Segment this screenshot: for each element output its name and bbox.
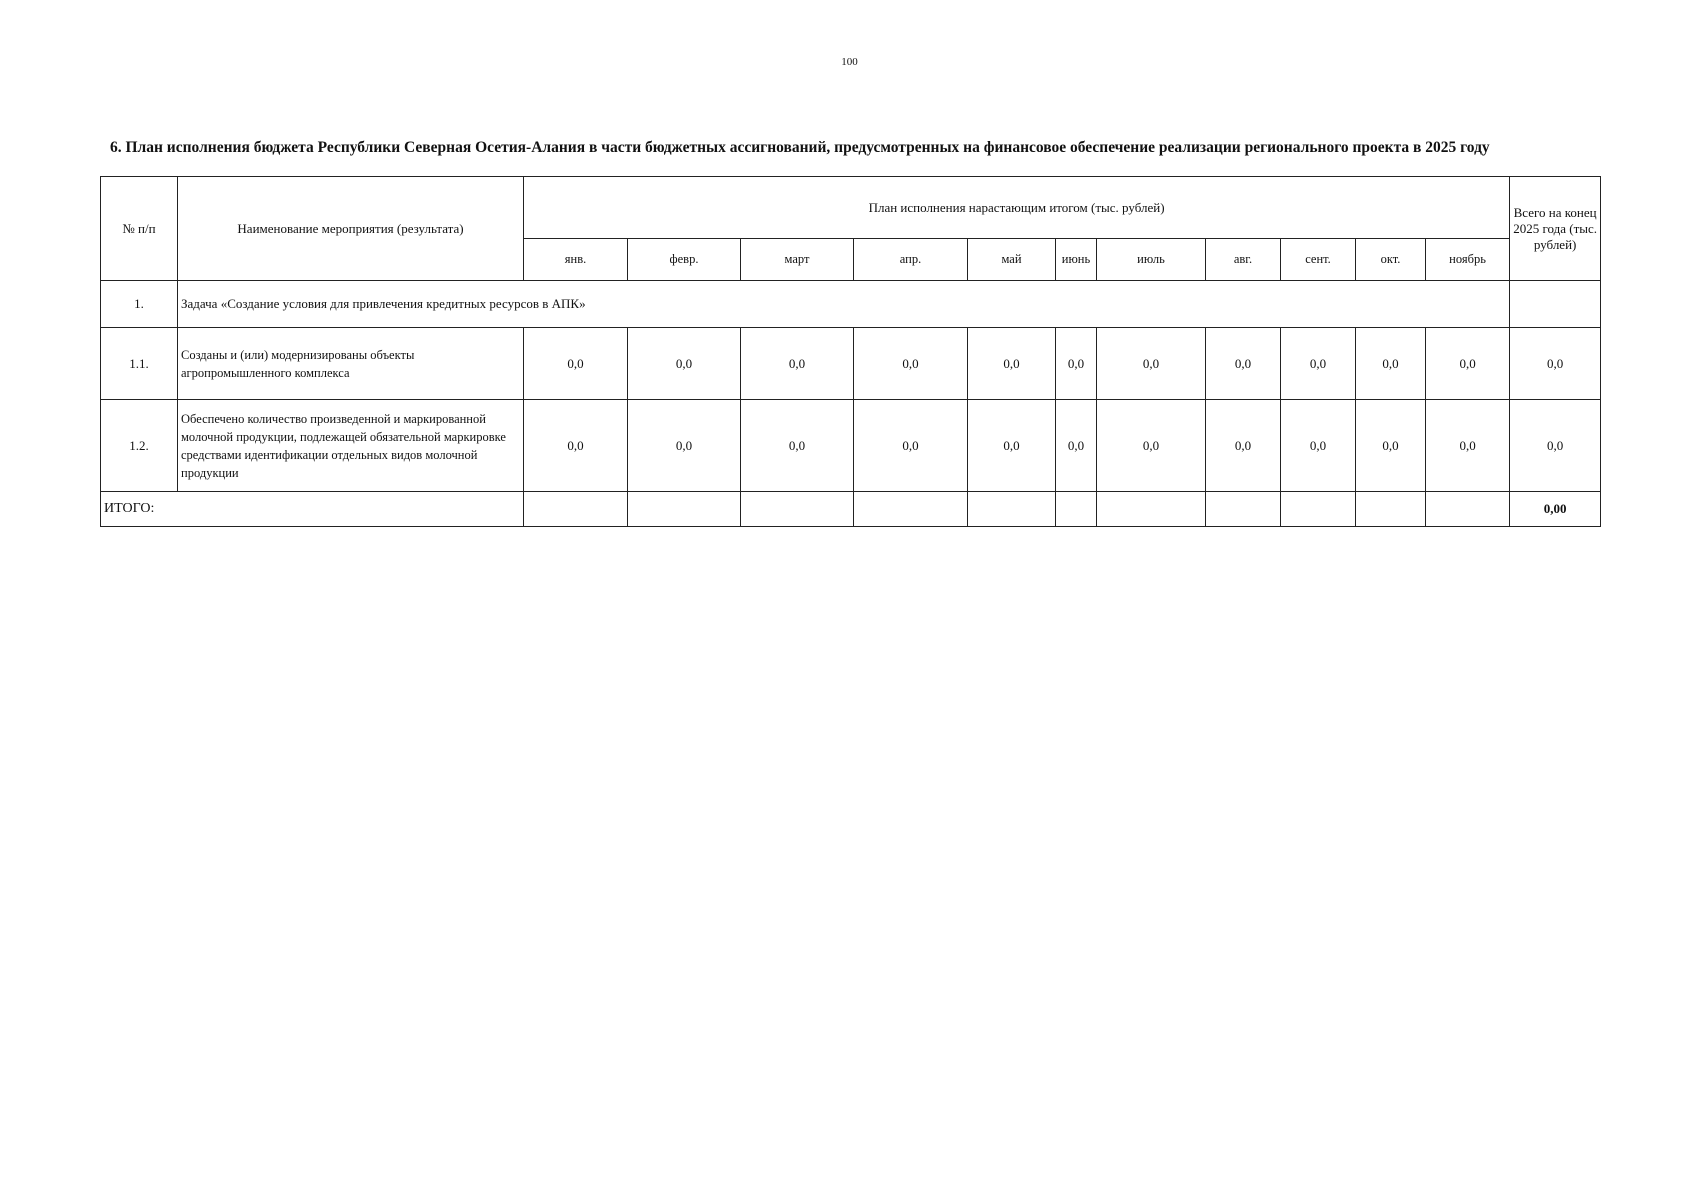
- month-value: 0,0: [1426, 328, 1510, 400]
- table-row: [101, 400, 1601, 492]
- task-number: 1.: [101, 281, 178, 328]
- task-name: Задача «Создание условия для привлечения кредитных ресурсов в АПК»: [178, 281, 1510, 328]
- month-header: янв.: [524, 239, 628, 281]
- total-empty-cell: [854, 492, 968, 527]
- budget-plan-table: [100, 176, 1601, 527]
- month-header: апр.: [854, 239, 968, 281]
- total-label: ИТОГО:: [101, 492, 524, 527]
- row-name: Созданы и (или) модернизированы объекты агропромышленного комплекса: [178, 328, 524, 400]
- month-value: 0,0: [854, 328, 968, 400]
- month-header: сент.: [1281, 239, 1356, 281]
- row-number: 1.2.: [101, 400, 178, 492]
- page-number: 100: [841, 56, 858, 68]
- total-row: [101, 492, 1601, 527]
- month-value: 0,0: [628, 400, 741, 492]
- row-name: Обеспечено количество произведенной и маркированной молочной продукции, подлежащей обязательной маркировке средствами идентификации отдельных видов молочной продукции: [178, 400, 524, 492]
- month-header: авг.: [1206, 239, 1281, 281]
- month-value: 0,0: [741, 328, 854, 400]
- month-header: июль: [1097, 239, 1206, 281]
- month-value: 0,0: [1056, 328, 1097, 400]
- total-empty-cell: [1206, 492, 1281, 527]
- month-value: 0,0: [1056, 400, 1097, 492]
- month-value: 0,0: [1097, 400, 1206, 492]
- month-value: 0,0: [1356, 328, 1426, 400]
- column-header-name: Наименование мероприятия (результата): [178, 177, 524, 281]
- total-empty-cell: [1356, 492, 1426, 527]
- month-value: 0,0: [1097, 328, 1206, 400]
- month-value: 0,0: [1281, 328, 1356, 400]
- task-total-cell: [1510, 281, 1601, 328]
- column-header-number: № п/п: [101, 177, 178, 281]
- table-row: [101, 328, 1601, 400]
- total-empty-cell: [1097, 492, 1206, 527]
- month-header: март: [741, 239, 854, 281]
- total-empty-cell: [741, 492, 854, 527]
- document-title: 6. План исполнения бюджета Республики Северная Осетия-Алания в части бюджетных ассигнований, предусмотренных на финансовое обеспечение реализации регионального проекта в 2025 году: [110, 139, 1490, 156]
- grand-total: 0,00: [1510, 492, 1601, 527]
- column-header-total: Всего на конец 2025 года (тыс. рублей): [1510, 177, 1601, 281]
- total-empty-cell: [1281, 492, 1356, 527]
- total-empty-cell: [1056, 492, 1097, 527]
- month-header: май: [968, 239, 1056, 281]
- month-value: 0,0: [524, 400, 628, 492]
- month-value: 0,0: [854, 400, 968, 492]
- column-header-plan: План исполнения нарастающим итогом (тыс. рублей): [524, 177, 1510, 239]
- row-total: 0,0: [1510, 328, 1601, 400]
- total-empty-cell: [1426, 492, 1510, 527]
- month-value: 0,0: [1281, 400, 1356, 492]
- month-value: 0,0: [968, 328, 1056, 400]
- task-row: [101, 281, 1601, 328]
- month-value: 0,0: [1356, 400, 1426, 492]
- month-value: 0,0: [1206, 328, 1281, 400]
- month-header: окт.: [1356, 239, 1426, 281]
- row-total: 0,0: [1510, 400, 1601, 492]
- total-empty-cell: [524, 492, 628, 527]
- total-empty-cell: [628, 492, 741, 527]
- header-row-top: [101, 177, 1601, 239]
- month-value: 0,0: [1426, 400, 1510, 492]
- month-header: июнь: [1056, 239, 1097, 281]
- row-number: 1.1.: [101, 328, 178, 400]
- total-empty-cell: [968, 492, 1056, 527]
- month-value: 0,0: [524, 328, 628, 400]
- month-value: 0,0: [968, 400, 1056, 492]
- month-value: 0,0: [628, 328, 741, 400]
- month-value: 0,0: [1206, 400, 1281, 492]
- month-header: февр.: [628, 239, 741, 281]
- month-header: ноябрь: [1426, 239, 1510, 281]
- month-value: 0,0: [741, 400, 854, 492]
